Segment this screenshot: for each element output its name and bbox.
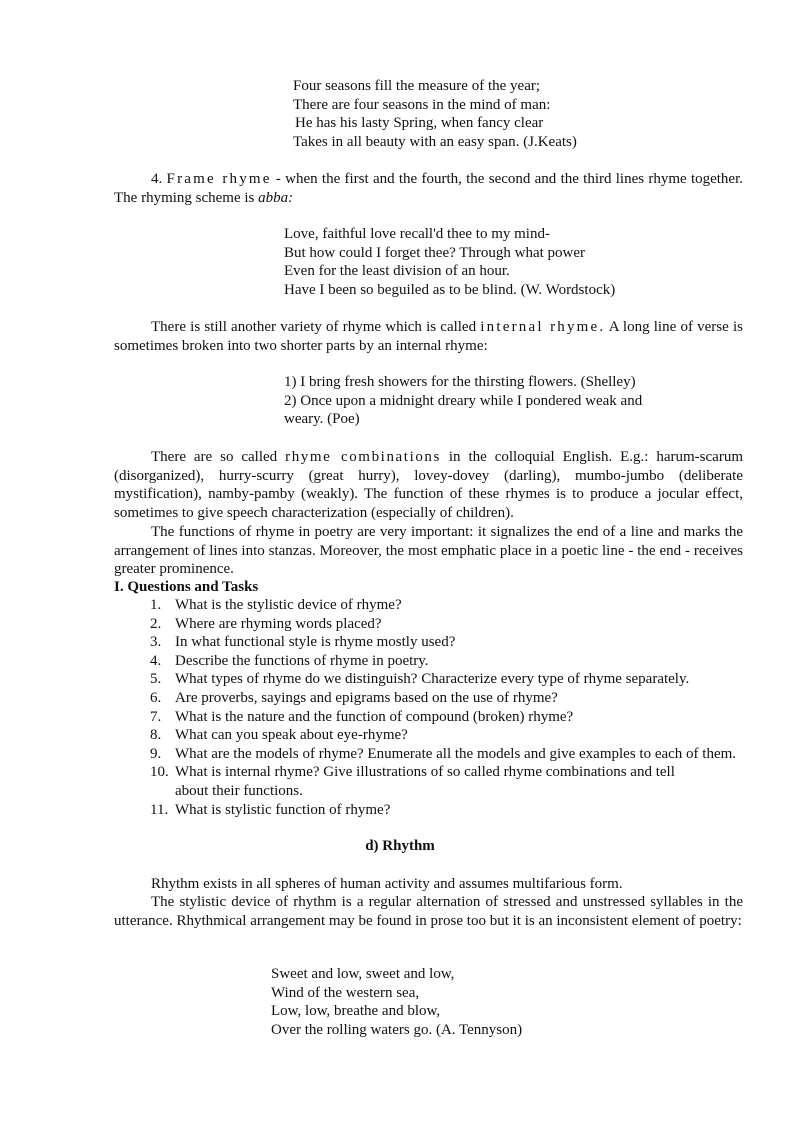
list-item	[114, 670, 754, 689]
list-item-number: 7.	[150, 708, 162, 725]
list-item	[114, 689, 754, 708]
list-item-text: Are proverbs, sayings and epigrams based on the use of rhyme?	[175, 689, 558, 706]
paragraph-text: There are so called	[151, 449, 286, 465]
poem-line: But how could I forget thee? Through what power	[284, 244, 586, 261]
poem-keats	[293, 77, 577, 151]
list-item-number: 11.	[150, 801, 169, 818]
paragraph-text: A long line of verse is sometimes broken into two shorter parts by an internal rhyme:	[114, 319, 743, 354]
term-internal-rhyme: internal rhyme.	[480, 319, 606, 335]
poem-line: 1) I bring fresh showers for the thirsting flowers. (Shelley)	[284, 374, 636, 390]
list-item-number: 4.	[150, 652, 162, 669]
poem-line: Love, faithful love recall'd thee to my mind-	[284, 226, 550, 242]
paragraph-rhyme-combinations	[114, 448, 743, 522]
list-item-text: In what functional style is rhyme mostly used?	[175, 634, 456, 651]
list-item-text: What is internal rhyme? Give illustrations of so called rhyme combinations and tell about their functions.	[175, 764, 675, 799]
poem-line: Four seasons fill the measure of the year;	[293, 78, 541, 94]
paragraph-text: - when the first and the fourth, the second and the third lines rhyme together. The rhyming scheme is	[114, 171, 744, 206]
term-rhyme-combinations: rhyme combinations	[285, 449, 441, 465]
questions-heading: I. Questions and Tasks	[114, 579, 259, 595]
poem-examples	[284, 373, 642, 429]
list-item	[114, 615, 754, 634]
list-item	[114, 596, 754, 615]
list-item	[114, 726, 754, 745]
paragraph-text: in the colloquial English. E.g.: harum-scarum (disorganized), hurry-scurry (great hurry), lovey-dovey (darling), mumbo-jumbo (deliberate mystification), namby-pamby (weakly). The function of these rhymes is to produce a jocular effect, sometimes to give speech characterization (especially of children).	[114, 449, 743, 521]
list-item-number: 3.	[150, 634, 162, 651]
list-item-text: What are the models of rhyme? Enumerate all the models and give examples to each of them.	[175, 745, 737, 762]
list-item-number: 1.	[150, 597, 162, 613]
list-item-number: 2.	[150, 615, 162, 632]
paragraph-rhythm-1: Rhythm exists in all spheres of human activity and assumes multifarious form.	[151, 876, 623, 892]
list-item-text: What is stylistic function of rhyme?	[175, 801, 391, 818]
paragraph-rhythm-2: The stylistic device of rhythm is a regular alternation of stressed and unstressed syllables in the utterance. Rhythmical arrangement may be found in prose too but it is an inconsistent element of poetry:	[114, 894, 743, 929]
list-item	[114, 763, 683, 800]
rhyme-scheme: abba:	[258, 189, 294, 206]
item-number: 4.	[151, 171, 163, 187]
poem-line: Sweet and low, sweet and low,	[271, 966, 455, 982]
list-item-text: Where are rhyming words placed?	[175, 615, 382, 632]
paragraph-internal-rhyme	[114, 318, 743, 355]
list-item-text: Describe the functions of rhyme in poetry.	[175, 652, 429, 669]
list-item-text: What can you speak about eye-rhyme?	[175, 727, 408, 744]
poem-line: Over the rolling waters go. (A. Tennyson)	[271, 1021, 523, 1038]
list-item-number: 9.	[150, 745, 162, 762]
term-frame-rhyme: Frame rhyme	[166, 171, 272, 187]
poem-line: Takes in all beauty with an easy span. (J.Keats)	[293, 133, 577, 150]
poem-line: There are four seasons in the mind of man:	[293, 96, 551, 113]
poem-line: 2) Once upon a midnight dreary while I pondered weak and	[284, 392, 643, 409]
list-item-number: 6.	[150, 689, 162, 706]
list-item-number: 5.	[150, 671, 162, 688]
poem-tennyson	[271, 965, 522, 1039]
list-item	[114, 652, 754, 671]
poem-line: Even for the least division of an hour.	[284, 263, 510, 280]
questions-list	[114, 596, 754, 819]
list-item	[114, 708, 754, 727]
poem-wordstock	[284, 225, 615, 299]
paragraph-text: There is still another variety of rhyme which is called	[151, 319, 481, 335]
paragraph-functions: The functions of rhyme in poetry are very important: it signalizes the end of a line and marks the arrangement of lines into stanzas. Moreover, the most emphatic place in a poetic line - the end - receives greater prominence.	[114, 524, 743, 578]
list-item-number: 8.	[150, 727, 162, 744]
list-item-text: What is the nature and the function of compound (broken) rhyme?	[175, 708, 574, 725]
list-item-text: What types of rhyme do we distinguish? Characterize every type of rhyme separately.	[175, 671, 690, 688]
list-item	[114, 745, 743, 764]
list-item-text: What is the stylistic device of rhyme?	[175, 597, 402, 613]
section-heading-rhythm: d) Rhythm	[365, 838, 435, 854]
list-item-number: 10.	[150, 764, 169, 781]
poem-line: Have I been so beguiled as to be blind. (W. Wordstock)	[284, 281, 616, 298]
poem-line: Wind of the western sea,	[271, 984, 420, 1001]
list-item	[114, 801, 754, 820]
poem-line: He has his lasty Spring, when fancy clear	[295, 115, 544, 132]
poem-line: weary. (Poe)	[284, 411, 360, 428]
poem-line: Low, low, breathe and blow,	[271, 1003, 441, 1020]
list-item	[114, 633, 754, 652]
paragraph-frame-rhyme	[114, 170, 743, 207]
